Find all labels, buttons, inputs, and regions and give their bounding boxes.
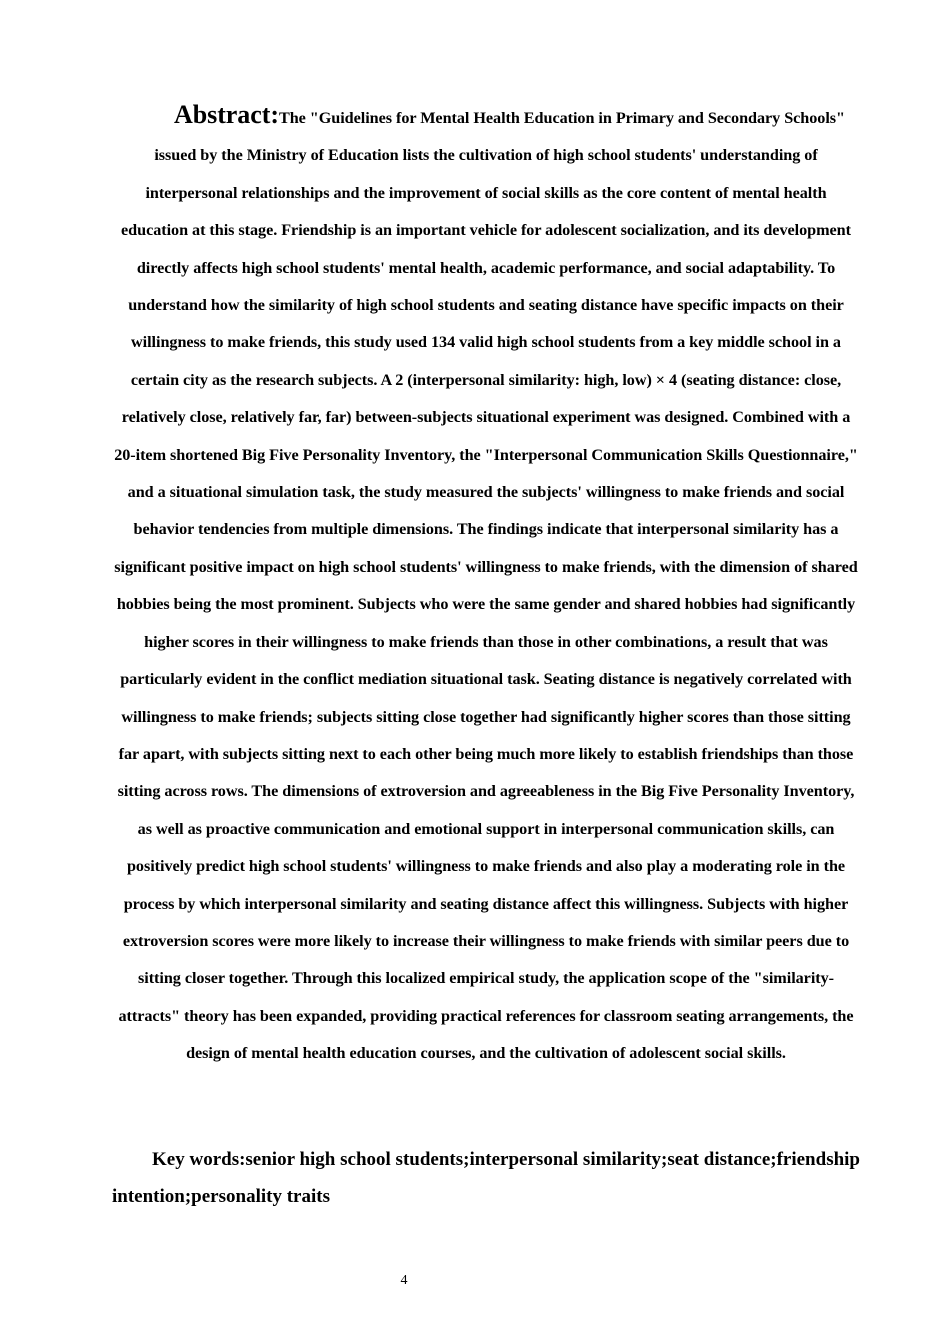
keywords-paragraph: Key words:senior high school students;interpersonal similarity;seat distance;friendship intention;personality traits (112, 1149, 860, 1207)
abstract-text: The "Guidelines for Mental Health Education in Primary and Secondary Schools" issued by the Ministry of Education lists the cultivation of high school students' understanding of interpersonal relationships and the improvement of social skills as the core content of mental health education at this stage. Friendship is an important vehicle for adolescent socialization, and its development directly affects high school students' mental health, academic performance, and social adaptability. To understand how the similarity of high school students and seating distance have specific impacts on their willingness to make friends, this study used 134 valid high school students from a key middle school in a certain city as the research subjects. A 2 (interpersonal similarity: high, low) × 4 (seating distance: close, relatively close, relatively far, far) between-subjects situational experiment was designed. Combined with a 20-item shortened Big Five Personality Inventory, the "Interpersonal Communication Skills Questionnaire," and a situational simulation task, the study measured the subjects' willingness to make friends and social behavior tendencies from multiple dimensions. The findings indicate that interpersonal similarity has a significant positive impact on high school students' willingness to make friends, with the dimension of shared hobbies being the most prominent. Subjects who were the same gender and shared hobbies had significantly higher scores in their willingness to make friends than those in other combinations, a result that was particularly evident in the conflict mediation situational task. Seating distance is negatively correlated with willingness to make friends; subjects sitting close together had significantly higher scores than those sitting far apart, with subjects sitting next to each other being much more likely to establish friendships than those sitting across rows. The dimensions of extroversion and agreeableness in the Big Five Personality Inventory, as well as proactive communication and emotional support in interpersonal communication skills, can positively predict high school students' willingness to make friends and also play a moderating role in the process by which interpersonal similarity and seating distance affect this willingness. Subjects with higher extroversion scores were more likely to increase their willingness to make friends with similar peers due to sitting closer together. Through this localized empirical study, the application scope of the "similarity-attracts" theory has been expanded, providing practical references for classroom seating arrangements, the design of mental health education courses, and the cultivation of adolescent social skills. (114, 109, 858, 1063)
page-number: 4 (400, 1273, 408, 1288)
abstract-paragraph (112, 96, 860, 1073)
abstract-label: Abstract: (173, 100, 279, 129)
